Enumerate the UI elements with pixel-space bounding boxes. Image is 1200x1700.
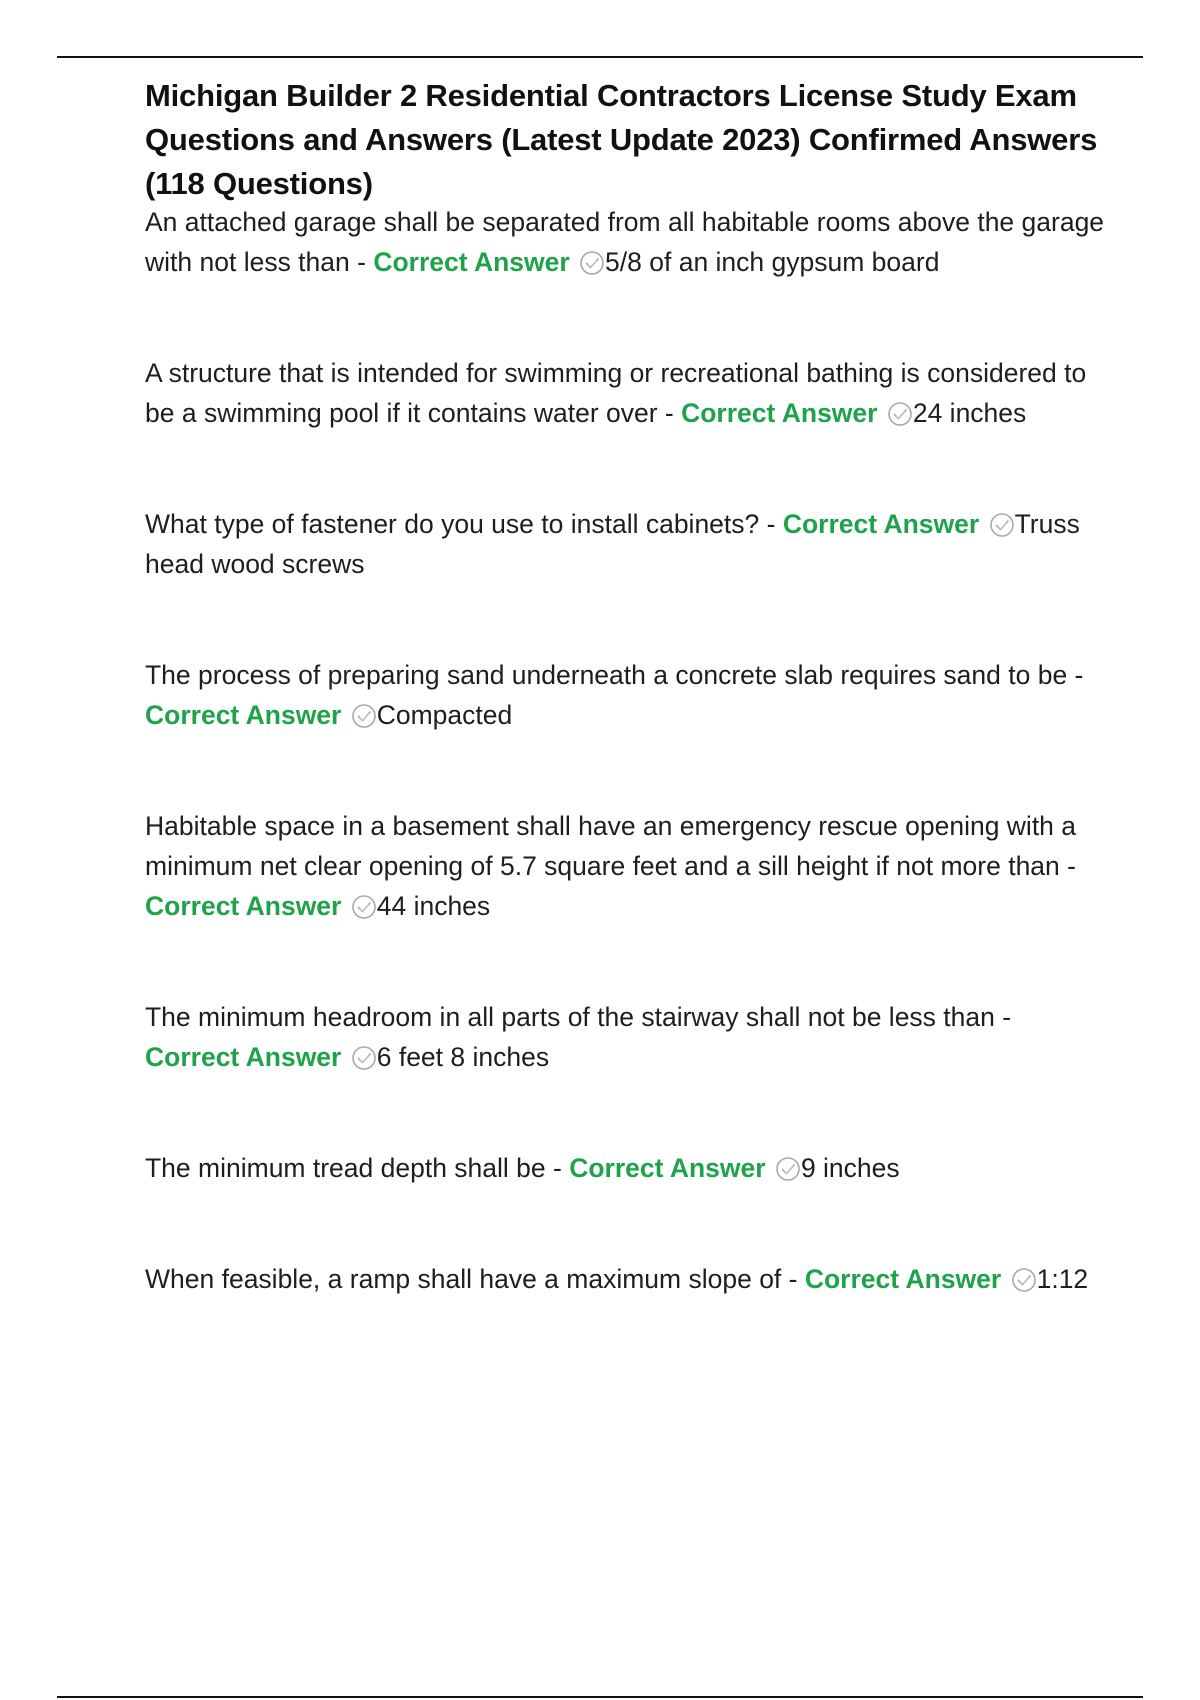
check-circle-icon xyxy=(1011,1267,1037,1293)
question-text: The minimum tread depth shall be - xyxy=(145,1153,570,1183)
answer-text: 5/8 of an inch gypsum board xyxy=(605,247,940,277)
correct-answer-label: Correct Answer xyxy=(782,509,980,539)
question-text: A structure that is intended for swimming or recreational bathing is considered to be a swimming pool if it contains water over - xyxy=(145,358,1087,428)
check-circle-icon xyxy=(351,703,377,729)
qa-item-5 xyxy=(145,806,1105,926)
document-body xyxy=(145,74,1105,1299)
check-circle-icon xyxy=(351,894,377,920)
qa-item-8 xyxy=(145,1259,1105,1299)
bottom-rule xyxy=(57,1696,1143,1698)
answer-text: 24 inches xyxy=(912,398,1027,428)
qa-item-4 xyxy=(145,655,1105,735)
qa-item-6 xyxy=(145,997,1105,1077)
answer-text: 9 inches xyxy=(800,1153,900,1183)
question-text: An attached garage shall be separated from all habitable rooms above the garage with not less than - xyxy=(145,207,1105,277)
check-circle-icon xyxy=(887,401,913,427)
check-circle-icon xyxy=(579,250,605,276)
check-circle-icon xyxy=(351,1045,377,1071)
correct-answer-label: Correct Answer xyxy=(373,247,570,277)
check-circle-icon xyxy=(775,1156,801,1182)
question-text: Habitable space in a basement shall have an emergency rescue opening with a minimum net clear opening of 5.7 square feet and a sill height if not more than - xyxy=(145,811,1077,881)
correct-answer-label: Correct Answer xyxy=(145,1042,342,1072)
qa-item-7 xyxy=(145,1148,1105,1188)
question-text: The minimum headroom in all parts of the stairway shall not be less than - xyxy=(145,1002,1012,1032)
answer-text: Truss head wood screws xyxy=(145,509,1080,579)
answer-text: 6 feet 8 inches xyxy=(376,1042,550,1072)
question-text: What type of fastener do you use to install cabinets? - xyxy=(145,509,783,539)
correct-answer-label: Correct Answer xyxy=(804,1264,1002,1294)
correct-answer-label: Correct Answer xyxy=(145,700,342,730)
correct-answer-label: Correct Answer xyxy=(145,891,342,921)
qa-item-1 xyxy=(145,202,1105,282)
question-text: When feasible, a ramp shall have a maximum slope of - xyxy=(145,1264,805,1294)
document-title: Michigan Builder 2 Residential Contractors License Study Exam Questions and Answers (Latest Update 2023) Confirmed Answers (118 Questions) xyxy=(145,78,1098,201)
qa-item-2 xyxy=(145,353,1105,433)
answer-text: 44 inches xyxy=(376,891,491,921)
top-rule xyxy=(57,56,1143,58)
check-circle-icon xyxy=(989,512,1015,538)
qa-item-3 xyxy=(145,504,1105,584)
answer-text: Compacted xyxy=(376,700,513,730)
correct-answer-label: Correct Answer xyxy=(681,398,878,428)
correct-answer-label: Correct Answer xyxy=(569,1153,766,1183)
question-text: The process of preparing sand underneath a concrete slab requires sand to be - xyxy=(145,660,1084,690)
answer-text: 1:12 xyxy=(1036,1264,1089,1294)
